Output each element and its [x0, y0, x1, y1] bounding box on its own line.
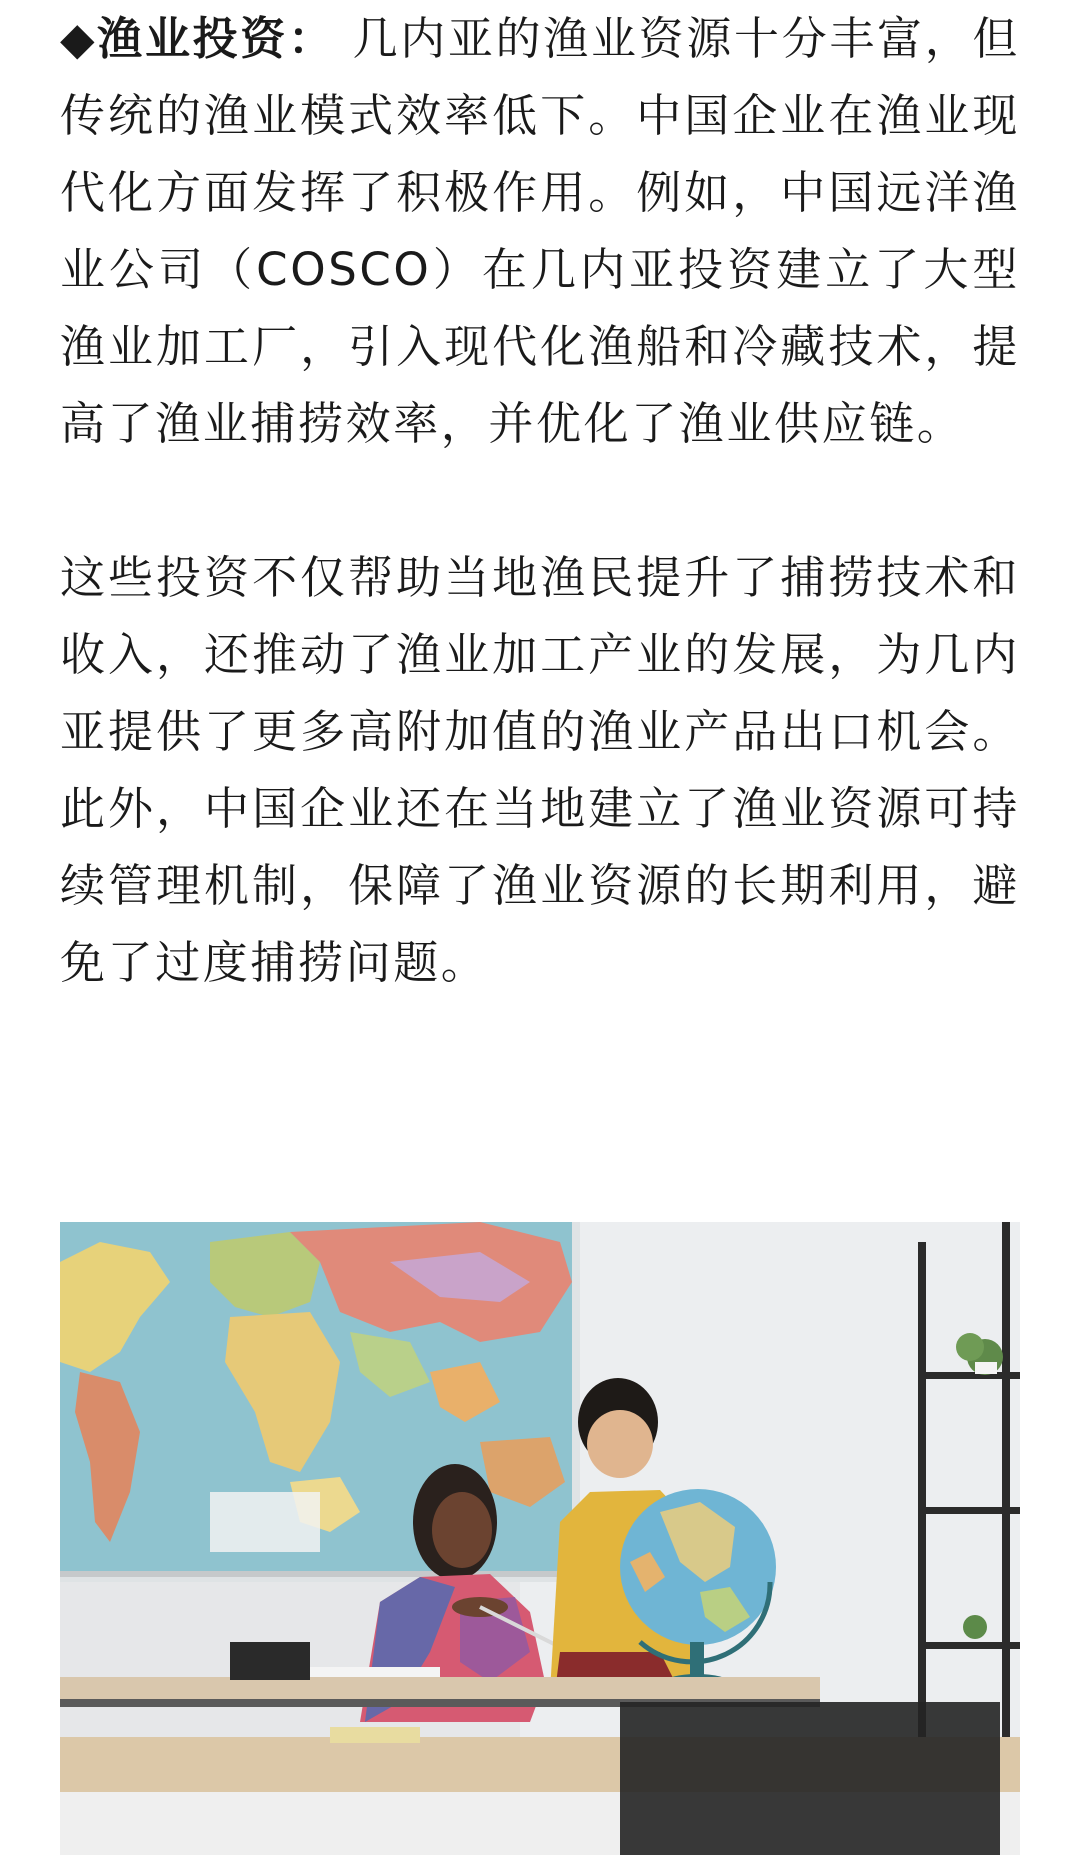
section-heading: 渔业投资：	[97, 12, 336, 65]
paragraph-investment-effects: 这些投资不仅帮助当地渔民提升了捕捞技术和收入，还推动了渔业加工产业的发展，为几内亚提供了更多高附加值的渔业产品出口机会。此外，中国企业还在当地建立了渔业资源可持续管理机制，保障了渔业资源的长期利用，避免了过度捕捞问题。	[60, 551, 1020, 989]
world-map-image	[60, 1222, 580, 1582]
paragraph-text: 几内亚的渔业资源十分丰富，但传统的渔业模式效率低下。中国企业在渔业现代化方面发挥了积极作用。例如，中国远洋渔业公司（COSCO）在几内亚投资建立了大型渔业加工厂，引入现代化渔船和冷藏技术，提高了渔业捕捞效率，并优化了渔业供应链。	[60, 12, 1020, 450]
classroom-globe-photo	[60, 1222, 1020, 1855]
diamond-bullet-icon: ◆	[60, 12, 98, 65]
paragraph-fishery-investment	[60, 0, 1020, 462]
article	[60, 0, 1020, 1001]
